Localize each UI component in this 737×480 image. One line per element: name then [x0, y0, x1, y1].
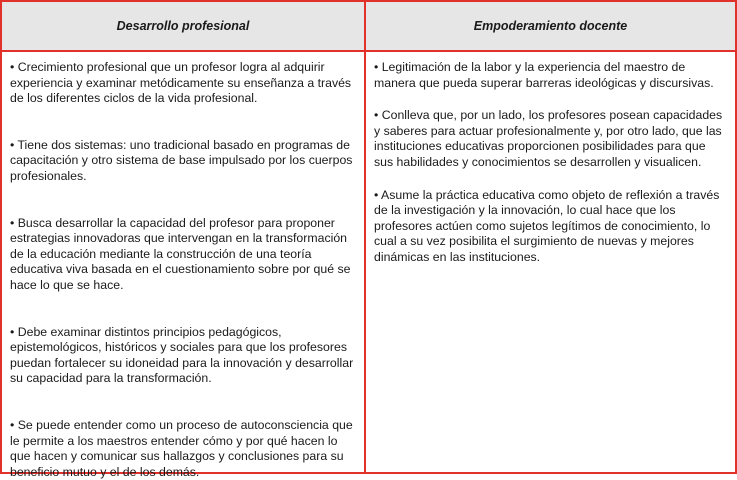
header-desarrollo-profesional: Desarrollo profesional	[2, 2, 364, 52]
right-item-text: • Conlleva que, por un lado, los profesores posean capacidades y saberes para actuar profesionalmente y, por otro lado, que las instituciones educativas proporcionen posibilidades para que sus habilidades y conocimientos se desarrollen y visualicen.	[374, 108, 723, 169]
right-item-text: • Asume la práctica educativa como objeto de reflexión a través de la investigación y la innovación, lo cual hace que los profesores actúen como sujetos legítimos de conocimiento, lo cual a su vez posibilita el surgimiento de nuevas y mejores dinámicas en las instituciones.	[374, 187, 720, 264]
left-item	[10, 60, 354, 107]
left-item	[10, 418, 354, 480]
left-column	[2, 2, 366, 479]
right-item	[374, 188, 725, 266]
left-item	[10, 138, 354, 185]
right-item	[374, 108, 725, 170]
right-item	[374, 60, 725, 91]
right-item-text: • Legitimación de la labor y la experiencia del maestro de manera que pueda superar barreras ideológicas y discursivas.	[374, 60, 714, 90]
header-empoderamiento-docente: Empoderamiento docente	[366, 2, 735, 52]
left-item-text: • Crecimiento profesional que un profesor logra al adquirir experiencia y examinar metódicamente su enseñanza a través de los diferentes ciclos de la vida profesional.	[10, 60, 352, 106]
right-column	[366, 2, 735, 472]
left-item	[10, 325, 354, 387]
left-item-text: • Se puede entender como un proceso de autoconsciencia que le permite a los maestros entender cómo y por qué hacen lo que hacen y comunicar sus hallazgos y conclusiones para su beneficio mutuo y el de los demás.	[10, 417, 353, 479]
left-item	[10, 216, 354, 294]
left-items	[2, 52, 364, 480]
left-item-text: • Debe examinar distintos principios pedagógicos, epistemológicos, históricos y sociales para que los profesores puedan fortalecer su idoneidad para la innovación y desarrollar su capacidad para la transformación.	[10, 324, 354, 386]
left-item-text: • Busca desarrollar la capacidad del profesor para proponer estrategias innovadoras que intervengan en la transformación de la educación mediante la construcción de una teoría educativa viva basada en el cuestionamiento sobre por qué se hace lo que se hace.	[10, 215, 351, 292]
right-items	[366, 52, 735, 266]
left-item-text: • Tiene dos sistemas: uno tradicional basado en programas de capacitación y otro sistema de base impulsado por los cuerpos profesionales.	[10, 137, 353, 183]
